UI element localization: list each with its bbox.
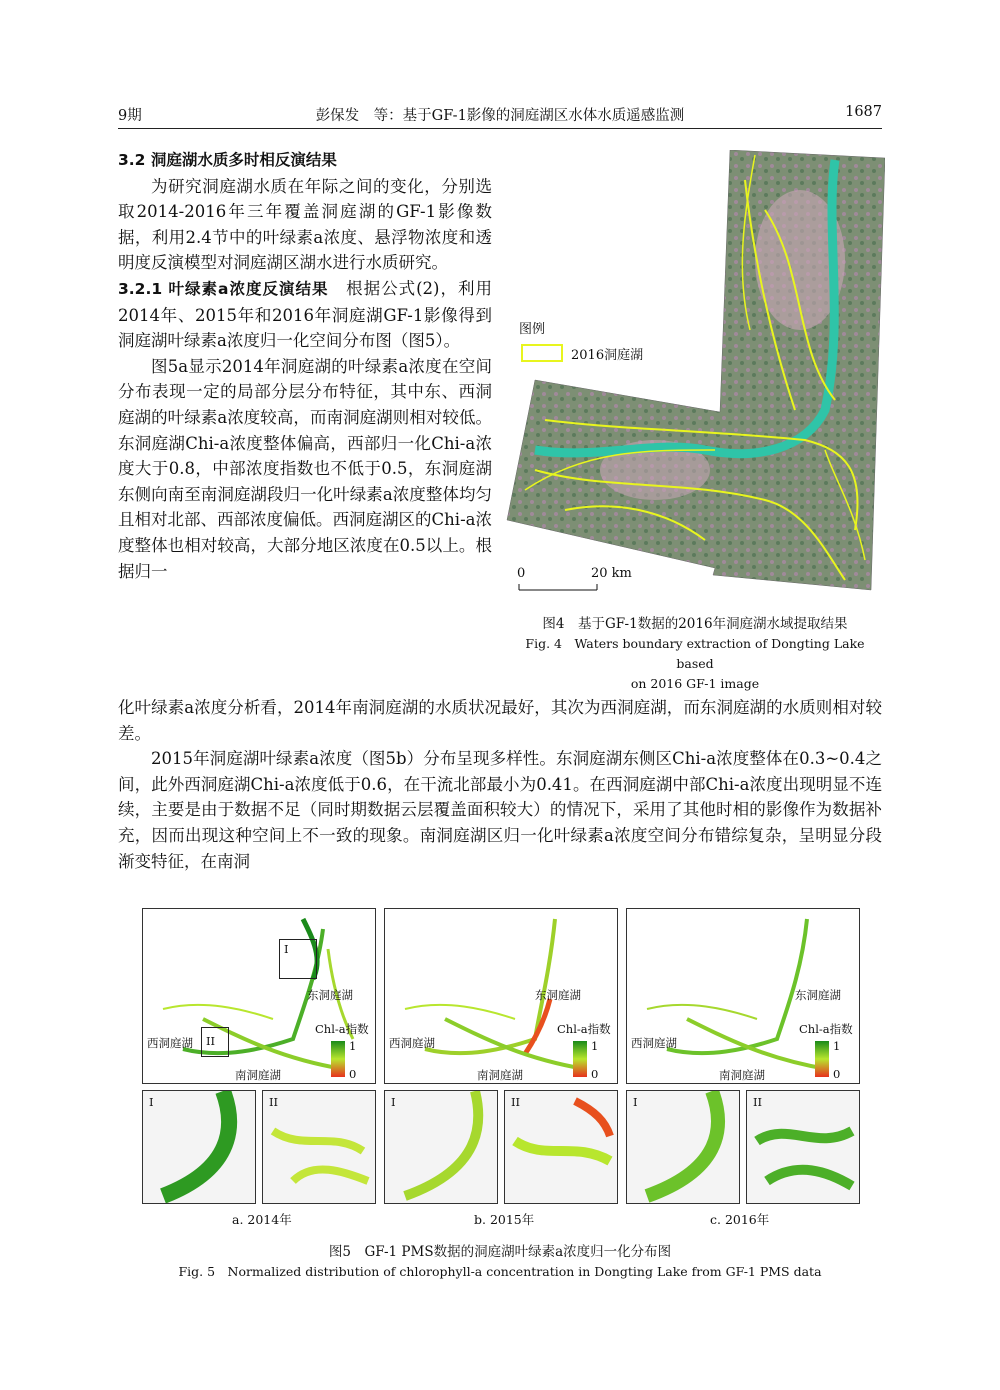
scale-0: 0 bbox=[517, 566, 526, 581]
fig4-caption-cn: 图4 基于GF-1数据的2016年洞庭湖水域提取结果 bbox=[542, 616, 848, 632]
label-south: 南洞庭湖 bbox=[235, 1068, 281, 1082]
page-number: 1687 bbox=[845, 104, 882, 120]
fig5b-label: b. 2015年 bbox=[474, 1212, 535, 1227]
legend-title: 图例 bbox=[519, 322, 546, 337]
section-heading: 3.2 洞庭湖水质多时相反演结果 bbox=[118, 151, 337, 169]
fig4-caption-en-2: on 2016 GF-1 image bbox=[630, 676, 760, 691]
fig5a-map: I II 东洞庭湖 西洞庭湖 南洞庭湖 Chl-a指数 1 0 bbox=[142, 908, 376, 1084]
fig5b-inset-ii: II bbox=[504, 1090, 618, 1204]
fig5c-map: 东洞庭湖 西洞庭湖 南洞庭湖 Chl-a指数 1 0 bbox=[626, 908, 860, 1084]
fig5a-inset-ii: II bbox=[262, 1090, 376, 1204]
fig5a-inset-i: I bbox=[142, 1090, 256, 1204]
fig4-caption bbox=[505, 614, 885, 694]
fig5-caption-en: Fig. 5 Normalized distribution of chlorophyll-a concentration in Dongting Lake from GF-1 PMS data bbox=[178, 1264, 822, 1279]
colorbar bbox=[573, 1041, 587, 1077]
legend-label: Chl-a指数 bbox=[315, 1022, 369, 1036]
colorbar bbox=[815, 1041, 829, 1077]
fig4-caption-en-1: Fig. 4 Waters boundary extraction of Dongting Lake based bbox=[525, 636, 865, 671]
subsection-heading: 3.2.1 叶绿素a浓度反演结果 bbox=[118, 279, 329, 298]
legend-item: 2016洞庭湖 bbox=[571, 348, 644, 363]
running-header bbox=[118, 104, 882, 129]
running-title: 彭保发 等：基于GF-1影像的洞庭湖区水体水质遥感监测 bbox=[315, 108, 685, 124]
fig5-caption bbox=[118, 1242, 882, 1282]
colorbar bbox=[331, 1041, 345, 1077]
fig5a-label: a. 2014年 bbox=[232, 1212, 292, 1227]
paragraph-intro: 为研究洞庭湖水质在年际之间的变化，分别选取2014-2016年三年覆盖洞庭湖的GF-1影像数据，利用2.4节中的叶绿素a浓度、悬浮物浓度和透明度反演模型对洞庭湖区湖水进行水质研究。 bbox=[118, 176, 492, 273]
label-west: 西洞庭湖 bbox=[147, 1036, 193, 1050]
fig5c-inset-i: I bbox=[626, 1090, 740, 1204]
scale-20km: 20 km bbox=[591, 566, 632, 581]
issue-number: 9期 bbox=[118, 108, 142, 124]
paragraph-chla-formula: 3.2.1 叶绿素a浓度反演结果 根据公式(2)，利用2014年、2015年和2016年洞庭湖GF-1影像得到洞庭湖叶绿素a浓度归一化空间分布图（图5）。 bbox=[118, 278, 492, 351]
fig5-caption-cn: 图5 GF-1 PMS数据的洞庭湖叶绿素a浓度归一化分布图 bbox=[328, 1244, 672, 1260]
fig5c-label: c. 2016年 bbox=[710, 1212, 770, 1227]
fig5b-inset-i: I bbox=[384, 1090, 498, 1204]
fig5b-map: 东洞庭湖 西洞庭湖 南洞庭湖 Chl-a指数 1 0 bbox=[384, 908, 618, 1084]
left-column bbox=[118, 148, 492, 584]
paragraph-2014-cont: 化叶绿素a浓度分析看，2014年南洞庭湖的水质状况最好，其次为西洞庭湖，而东洞庭湖的水质则相对较差。 bbox=[118, 698, 882, 743]
box-ii: II bbox=[201, 1027, 229, 1057]
paragraph-2015: 2015年洞庭湖叶绿素a浓度（图5b）分布呈现多样性。东洞庭湖东侧区Chi-a浓度整体在0.3~0.4之间，此外西洞庭湖Chi-a浓度低于0.6，在干流北部最小为0.41。在西洞庭湖中部Chi-a浓度出现明显不连续，主要是由于数据不足（同时期数据云层覆盖面积较大）的情况下，采用了其他时相的影像作为数据补充，因而出现这种空间上不一致的现象。南洞庭湖区归一化叶绿素a浓度空间分布错综复杂，呈明显分段渐变特征，在南洞 bbox=[118, 749, 882, 871]
label-east: 东洞庭湖 bbox=[307, 988, 353, 1002]
fig5c-inset-ii: II bbox=[746, 1090, 860, 1204]
box-i: I bbox=[279, 939, 317, 979]
map-legend bbox=[515, 318, 655, 378]
legend-swatch bbox=[521, 344, 563, 362]
paragraph-2014: 图5a显示2014年洞庭湖的叶绿素a浓度在空间分布表现一定的局部分层分布特征，其中东、西洞庭湖的叶绿素a浓度较高，而南洞庭湖则相对较低。东洞庭湖Chi-a浓度整体偏高，西部归一化Chi-a浓度大于0.8，中部浓度指数也不低于0.5，东洞庭湖东侧向南至南洞庭湖段归一化叶绿素a浓度整体均匀且相对北部、西部浓度偏低。西洞庭湖区的Chi-a浓度整体也相对较高，大部分地区浓度在0.5以上。根据归一 bbox=[118, 356, 492, 581]
full-width-text bbox=[118, 695, 882, 874]
figure-4 bbox=[505, 150, 885, 670]
